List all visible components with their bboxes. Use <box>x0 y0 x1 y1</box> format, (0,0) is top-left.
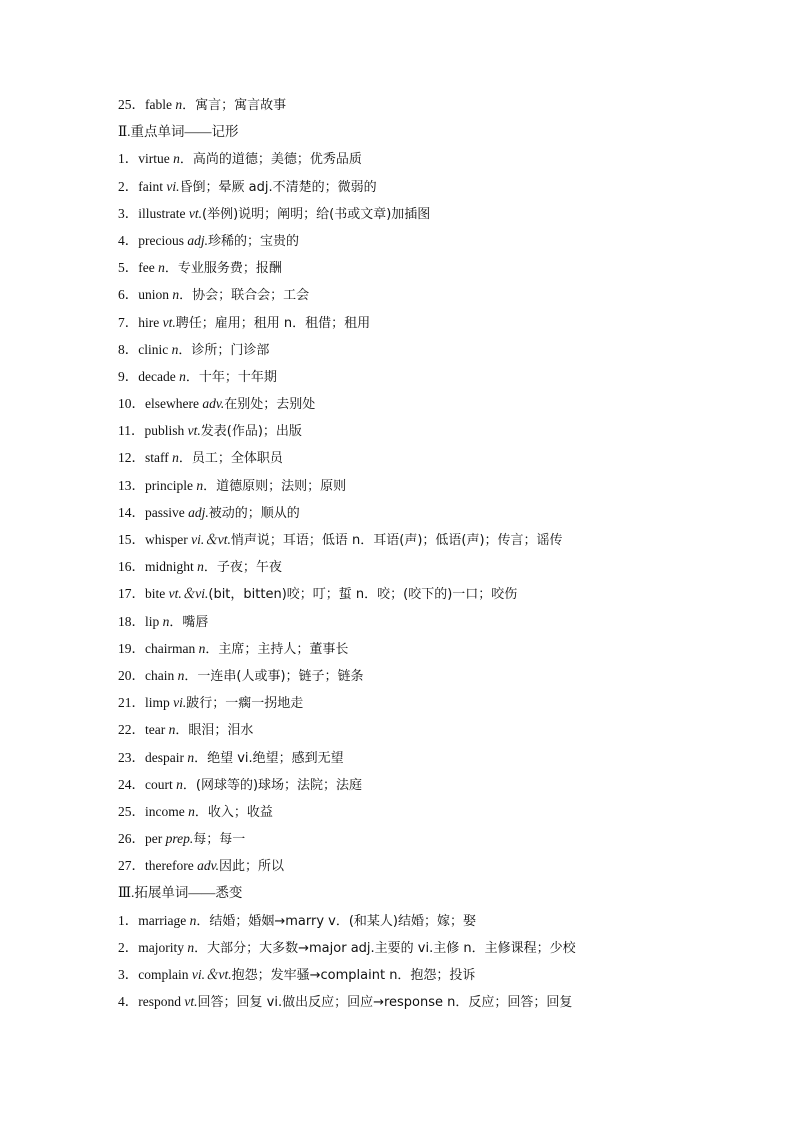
entry-part-of-speech: n <box>175 97 183 112</box>
entry-definition: 昏倒；晕厥 adj.不清楚的；微弱的 <box>179 179 377 195</box>
entry-definition: ．一连串(人或事)；链子；链条 <box>184 668 364 684</box>
entry-definition: ．嘴唇 <box>169 614 209 630</box>
vocab-entry <box>118 748 678 775</box>
entry-number: 9． <box>118 368 139 384</box>
entry-number: 5． <box>118 260 139 276</box>
entry-number: 18． <box>118 613 145 629</box>
entry-part-of-speech: adj. <box>187 232 208 248</box>
vocab-entry <box>118 775 678 802</box>
entry-definition: (bit，bitten)咬；叮；蜇 n．咬；(咬下的)一口；咬伤 <box>208 587 518 603</box>
vocab-entry <box>118 612 678 639</box>
entry-word: limp <box>145 695 174 711</box>
vocab-entry <box>118 829 678 856</box>
entry-part-of-speech: n <box>189 912 197 928</box>
entry-word: whisper <box>145 532 192 547</box>
entry-number: 3． <box>118 205 139 221</box>
entry-number: 25． <box>118 97 145 112</box>
entry-word: complain <box>138 967 192 982</box>
vocab-entry <box>118 639 678 666</box>
entry-number: 12． <box>118 450 145 466</box>
entry-number: 25． <box>118 803 145 819</box>
entry-part-of-speech: adv. <box>202 396 225 412</box>
entry-number: 8． <box>118 341 139 357</box>
vocab-entry <box>118 476 678 503</box>
entry-word: staff <box>145 450 173 466</box>
vocab-entry <box>118 367 678 394</box>
entry-number: 22． <box>118 722 145 738</box>
vocab-entry <box>118 584 678 611</box>
entry-number: 20． <box>118 667 145 683</box>
entry-part-of-speech: n <box>197 559 204 575</box>
entry-part-of-speech: n <box>168 722 176 738</box>
entry-definition: 悄声说；耳语；低语 n．耳语(声)；低语(声)；传言；谣传 <box>230 533 563 548</box>
vocab-entry <box>118 448 678 475</box>
entry-word: illustrate <box>138 205 189 221</box>
entry-word: fee <box>138 260 159 276</box>
vocab-entry <box>118 802 678 829</box>
vocab-entry <box>118 313 678 340</box>
vocab-entry <box>118 340 678 367</box>
vocab-entry <box>118 666 678 693</box>
entry-word: despair <box>145 749 188 765</box>
entry-definition: 在别处；去别处 <box>224 397 316 413</box>
entry-definition: ．眼泪；泪水 <box>175 723 254 739</box>
entry-word: income <box>145 803 189 819</box>
vocab-entry <box>118 720 678 747</box>
entry-part-of-speech: vi. <box>166 178 180 194</box>
entry-number: 2． <box>118 178 139 194</box>
entry-part-of-speech: n <box>187 939 195 955</box>
entry-word: decade <box>138 368 180 384</box>
entry-word: marriage <box>138 912 190 928</box>
entry-word: midnight <box>145 559 198 575</box>
entry-definition: 珍稀的；宝贵的 <box>208 233 300 249</box>
entry-part-of-speech: n <box>179 368 186 384</box>
entry-word: chain <box>145 667 178 683</box>
vocab-entry <box>118 204 678 231</box>
entry-word: elsewhere <box>145 396 203 412</box>
entry-number: 1． <box>118 151 139 167</box>
vocab-entry <box>118 149 678 176</box>
entry-number: 15． <box>118 532 145 547</box>
vocab-entry <box>118 992 678 1019</box>
entry-part-of-speech: vt. <box>162 314 176 330</box>
entry-word: clinic <box>138 341 172 357</box>
entry-word: majority <box>138 939 188 955</box>
entry-word: principle <box>145 477 197 493</box>
entry-word: union <box>138 287 173 303</box>
entry-number: 7． <box>118 314 139 330</box>
entry-definition: ．收入；收益 <box>194 804 273 820</box>
entry-definition: 抱怨；发牢骚→complaint n．抱怨；投诉 <box>231 968 476 983</box>
entry-definition: ．高尚的道德；美德；优秀品质 <box>179 152 362 168</box>
entry-part-of-speech: vt. <box>187 423 201 439</box>
entry-part-of-speech: n <box>176 776 183 792</box>
entry-part-of-speech: n <box>171 341 179 357</box>
entry-number: 1． <box>118 912 139 928</box>
entry-definition: ．绝望 vi.绝望；感到无望 <box>194 750 344 766</box>
vocab-entry <box>118 856 678 883</box>
entry-definition: 跛行；一瘸一拐地走 <box>186 696 304 712</box>
entry-part-of-speech: vt.＆vi. <box>168 586 209 602</box>
vocab-entry <box>118 503 678 530</box>
vocab-entry <box>118 557 678 584</box>
vocab-entry <box>118 938 678 965</box>
entry-word: lip <box>145 613 163 629</box>
section-heading-text: Ⅲ.拓展单词——悉变 <box>118 885 243 901</box>
entry-part-of-speech: adj. <box>188 504 209 520</box>
entry-definition: ．寓言；寓言故事 <box>182 98 287 113</box>
entry-number: 27． <box>118 858 145 874</box>
entry-part-of-speech: n <box>187 749 195 765</box>
entry-part-of-speech: n <box>172 450 179 466</box>
entry-definition: 因此；所以 <box>218 859 284 875</box>
entry-definition: 聘任；雇用；租用 n．租借；租用 <box>175 315 371 331</box>
entry-number: 11． <box>118 423 145 439</box>
entry-word: passive <box>145 504 189 520</box>
entry-definition: ．诊所；门诊部 <box>178 342 270 358</box>
vocab-entry <box>118 421 678 448</box>
entry-word: fable <box>145 97 176 112</box>
entry-word: tear <box>145 722 169 738</box>
vocab-entry <box>118 285 678 312</box>
entry-word: publish <box>144 423 188 439</box>
entry-number: 6． <box>118 287 139 303</box>
entry-word: faint <box>138 178 167 194</box>
entry-number: 14． <box>118 504 145 520</box>
entry-definition: ．协会；联合会；工会 <box>179 288 310 304</box>
entry-number: 17． <box>118 586 145 602</box>
vocab-entry <box>118 965 678 992</box>
entry-definition: 每；每一 <box>193 832 246 848</box>
entry-part-of-speech: n <box>177 667 185 683</box>
entry-number: 4． <box>118 232 139 248</box>
entry-definition: ．子夜；午夜 <box>203 560 282 576</box>
vocab-entry <box>118 95 678 122</box>
entry-word: chairman <box>145 640 199 656</box>
entry-number: 3． <box>118 967 139 982</box>
entry-part-of-speech: vi. <box>173 695 187 711</box>
entry-part-of-speech: n <box>172 287 180 303</box>
entry-number: 26． <box>118 831 145 847</box>
entry-word: respond <box>138 994 185 1010</box>
entry-definition: 回答；回复 vi.做出反应；回应→response n．反应；回答；回复 <box>197 995 573 1011</box>
entry-number: 23． <box>118 749 145 765</box>
entry-part-of-speech: n <box>158 260 165 276</box>
entry-definition: (举例)说明；阐明；给(书或文章)加插图 <box>202 206 431 222</box>
entry-part-of-speech: n <box>198 640 206 656</box>
entry-word: therefore <box>145 858 198 874</box>
vocab-entry <box>118 530 678 557</box>
entry-part-of-speech: n <box>162 613 170 629</box>
section-heading <box>118 122 678 149</box>
entry-definition: ．道德原则；法则；原则 <box>203 478 347 494</box>
vocab-entry <box>118 231 678 258</box>
entry-part-of-speech: vi.＆vt. <box>191 967 232 982</box>
entry-part-of-speech: vi.＆vt. <box>191 532 231 547</box>
entry-number: 21． <box>118 695 145 711</box>
entry-word: court <box>145 776 177 792</box>
entry-definition: ．员工；全体职员 <box>178 451 283 467</box>
entry-part-of-speech: vt. <box>188 205 202 221</box>
vocab-entry <box>118 693 678 720</box>
entry-definition: 发表(作品)；出版 <box>200 424 302 440</box>
entry-part-of-speech: n <box>188 803 195 819</box>
entry-definition: ．结婚；婚姻→marry v．(和某人)结婚；嫁；娶 <box>196 913 476 929</box>
section-heading <box>118 883 678 910</box>
entry-definition: ．大部分；大多数→major adj.主要的 vi.主修 n．主修课程；少校 <box>194 940 576 956</box>
entry-word: virtue <box>138 151 174 167</box>
entry-part-of-speech: adv. <box>197 858 219 874</box>
entry-definition: 被动的；顺从的 <box>208 505 300 521</box>
entry-number: 2． <box>118 939 139 955</box>
entry-word: bite <box>145 586 169 602</box>
entry-part-of-speech: n <box>196 477 204 493</box>
entry-part-of-speech: vt. <box>184 994 198 1010</box>
entry-word: per <box>145 831 166 847</box>
section-heading-text: Ⅱ.重点单词——记形 <box>118 124 239 140</box>
entry-number: 24． <box>118 776 145 792</box>
vocab-entry <box>118 258 678 285</box>
vocab-entry <box>118 911 678 938</box>
vocabulary-list <box>118 95 678 1019</box>
entry-number: 10． <box>118 396 145 412</box>
entry-definition: ．十年；十年期 <box>185 369 277 385</box>
entry-definition: ．专业服务费；报酬 <box>164 261 282 277</box>
vocab-entry <box>118 394 678 421</box>
vocab-entry <box>118 177 678 204</box>
entry-number: 19． <box>118 640 145 656</box>
entry-number: 16． <box>118 559 145 575</box>
entry-definition: ．(网球等的)球场；法院；法庭 <box>182 777 363 793</box>
entry-number: 4． <box>118 994 139 1010</box>
entry-part-of-speech: n <box>173 151 180 167</box>
entry-part-of-speech: prep. <box>165 831 194 847</box>
entry-definition: ．主席；主持人；董事长 <box>205 641 349 657</box>
entry-word: hire <box>138 314 163 330</box>
entry-word: precious <box>138 232 188 248</box>
entry-number: 13． <box>118 477 145 493</box>
